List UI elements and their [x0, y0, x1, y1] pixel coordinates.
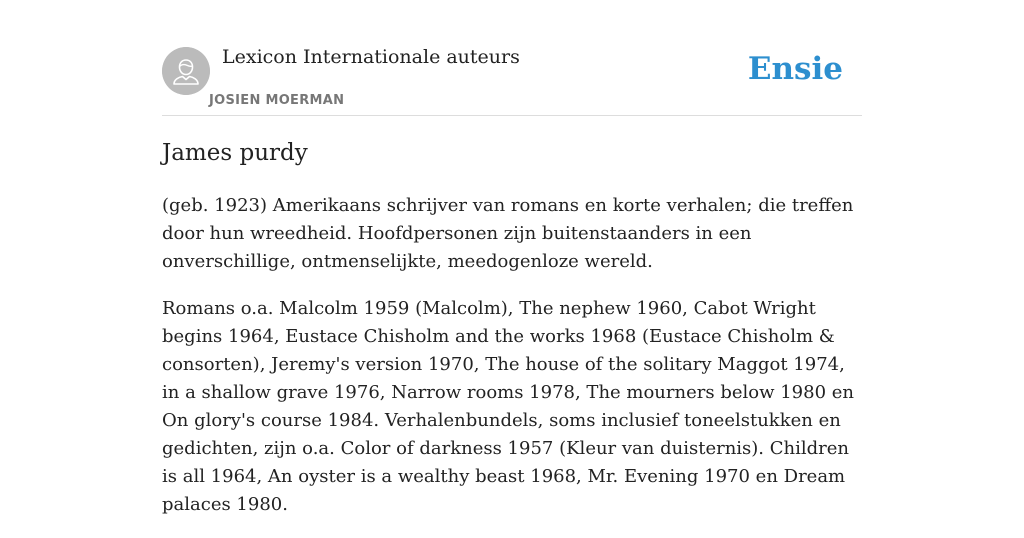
entry-card [162, 0, 862, 515]
author-avatar[interactable] [162, 47, 210, 95]
source-title-link[interactable]: Lexicon Internationale auteurs [222, 46, 520, 68]
entry-header [162, 0, 862, 116]
entry-paragraph: (geb. 1923) Amerikaans schrijver van romans en korte verhalen; die treffen door hun wreedheid. Hoofdpersonen zijn buitenstaanders in een onverschillige, ontmenselijkte, meedogenloze wereld. [162, 195, 854, 272]
author-name-link[interactable]: JOSIEN MOERMAN [209, 93, 345, 108]
entry-title: James purdy [162, 140, 308, 166]
user-silhouette-icon [162, 47, 210, 95]
entry-paragraph: Romans o.a. Malcolm 1959 (Malcolm), The nephew 1960, Cabot Wright begins 1964, Eustace Chisholm and the works 1968 (Eustace Chisholm & consorten), Jeremy's version 1970, The house of the solitary Maggot 1974, in a shallow grave 1976, Narrow rooms 1978, The mourners below 1980 en On glory's course 1984. Verhalenbundels, soms inclusief toneelstukken en gedichten, zijn o.a. Color of darkness 1957 (Kleur van duisternis). Children is all 1964, An oyster is a wealthy beast 1968, Mr. Evening 1970 en Dream palaces 1980. [162, 298, 854, 515]
entry-body [162, 192, 862, 538]
brand-logo-link[interactable]: Ensie [747, 51, 843, 87]
